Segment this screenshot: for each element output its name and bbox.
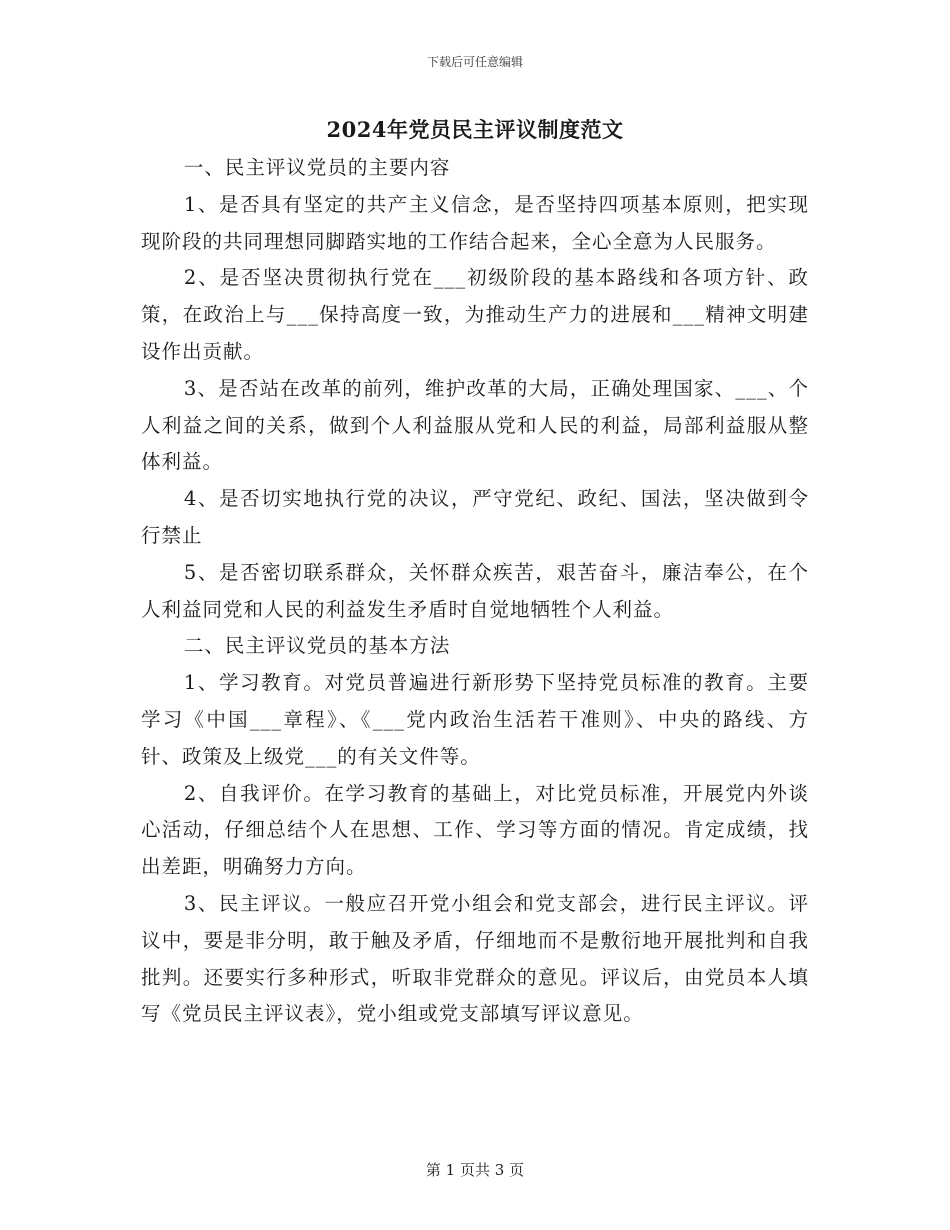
paragraph: 2、自我评价。在学习教育的基础上，对比党员标准，开展党内外谈心活动，仔细总结个人在思想、工作、学习等方面的情况。肯定成绩，找出差距，明确努力方向。 <box>141 781 809 879</box>
section-heading-1: 一、民主评议党员的主要内容 <box>183 156 451 179</box>
paragraph: 4、是否切实地执行党的决议，严守党纪、政纪、国法，坚决做到令行禁止 <box>141 487 809 547</box>
paragraph: 1、学习教育。对党员普遍进行新形势下坚持党员标准的教育。主要学习《中国___章程》、《___党内政治生活若干准则》、中央的路线、方针、政策及上级党___的有关文件等。 <box>141 671 809 768</box>
paragraph: 3、是否站在改革的前列，维护改革的大局，正确处理国家、___、个人利益之间的关系，做到个人利益服从党和人民的利益，局部利益服从整体利益。 <box>141 376 809 474</box>
paragraph: 3、民主评议。一般应召开党小组会和党支部会，进行民主评议。评议中，要是非分明，敢于触及矛盾，仔细地而不是敷衍地开展批判和自我批判。还要实行多种形式，听取非党群众的意见。评议后，由党员本人填写《党员民主评议表》，党小组或党支部填写评议意见。 <box>141 891 809 1026</box>
section-heading-2: 二、民主评议党员的基本方法 <box>183 634 451 658</box>
paragraph: 2、是否坚决贯彻执行党在___初级阶段的基本路线和各项方针、政策，在政治上与___保持高度一致，为推动生产力的进展和___精神文明建设作出贡献。 <box>141 266 809 363</box>
paragraph: 5、是否密切联系群众，关怀群众疾苦，艰苦奋斗，廉洁奉公，在个人利益同党和人民的利益发生矛盾时自觉地牺牲个人利益。 <box>141 560 809 621</box>
download-note: 下载后可任意编辑 <box>426 55 523 69</box>
paragraph: 1、是否具有坚定的共产主义信念，是否坚持四项基本原则，把实现现阶段的共同理想同脚踏实地的工作结合起来，全心全意为人民服务。 <box>141 192 809 253</box>
document-body <box>141 150 809 1033</box>
document-title: 2024年党员民主评议制度范文 <box>326 117 624 142</box>
page-indicator: 第 1 页共 3 页 <box>425 1161 525 1179</box>
